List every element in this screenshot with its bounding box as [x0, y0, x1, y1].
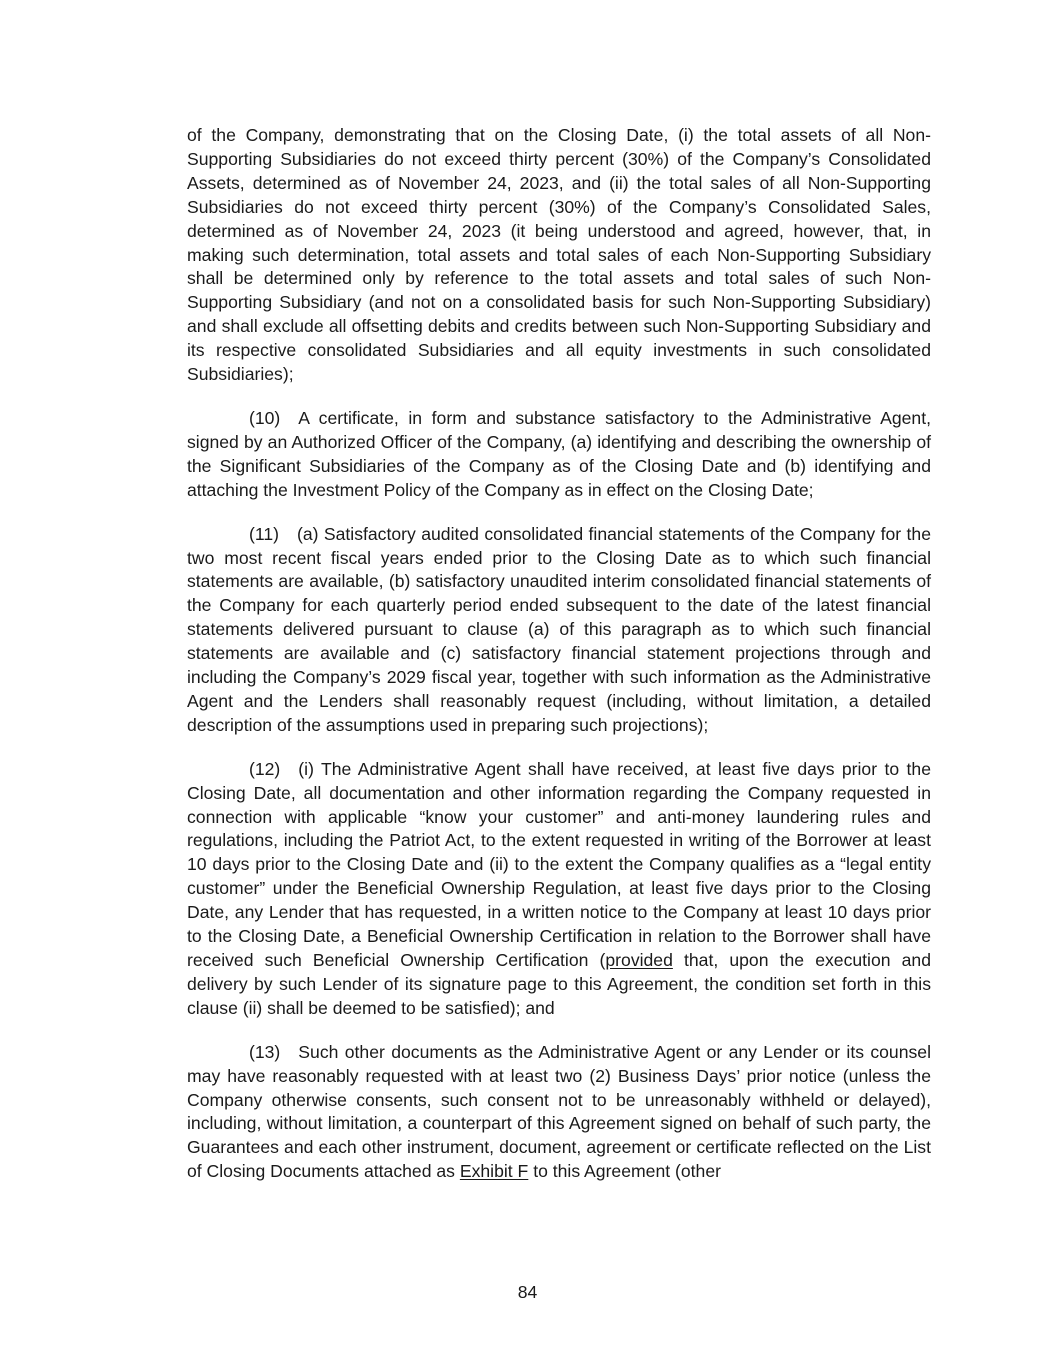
paragraph-continuation — [187, 124, 931, 387]
paragraph-text: Such other documents as the Administrative Agent or any Lender or its counsel may have reasonably requested with at least two (2) Business Days’ prior notice (unless the Company otherwise consents, such consent not to be unreasonably withheld or delayed), including, without limitation, a counterpart of this Agreement signed on behalf of such party, the Guarantees and each other instrument, document, agreement or certificate reflected on the List of Closing Documents attached as — [187, 1041, 931, 1182]
paragraph-item-10 — [187, 407, 931, 503]
paragraph-item-13 — [187, 1041, 931, 1184]
paragraph-item-12 — [187, 758, 931, 1021]
item-number: (13) — [249, 1041, 281, 1062]
underlined-term-provided: provided — [605, 950, 673, 970]
paragraph-text: A certificate, in form and substance satisfactory to the Administrative Agent, signed by an Authorized Officer of the Company, (a) identifying and describing the ownership of the Significant Subsidiaries of the Company as of the Closing Date and (b) identifying and attaching the Investment Policy of the Company as in effect on the Closing Date; — [187, 407, 931, 500]
paragraph-text: (a) Satisfactory audited consolidated financial statements of the Company for the two most recent fiscal years ended prior to the Closing Date as to which such financial statements are available, (b) satisfactory unaudited interim consolidated financial statements of the Company for each quarterly period ended subsequent to the date of the latest financial statements delivered pursuant to clause (a) of this paragraph as to which such financial statements are available and (c) satisfactory financial statement projections through and including the Company’s 2029 fiscal year, together with such information as the Administrative Agent and the Lenders shall reasonably request (including, without limitation, a detailed description of the assumptions used in preparing such projections); — [187, 523, 931, 735]
item-number: (12) — [249, 758, 281, 779]
underlined-exhibit-reference: Exhibit F — [459, 1161, 529, 1182]
paragraph-item-11 — [187, 523, 931, 738]
item-number: (10) — [249, 407, 281, 428]
paragraph-text: of the Company, demonstrating that on the Closing Date, (i) the total assets of all Non-Supporting Subsidiaries do not exceed thirty percent (30%) of the Company’s Consolidated Assets, determined as of November 24, 2023, and (ii) the total sales of all Non-Supporting Subsidiaries do not exceed thirty percent (30%) of the Company’s Consolidated Sales, determined as of November 24, 2023 (it being understood and agreed, however, that, in making such determination, total assets and total sales of each Non-Supporting Subsidiary shall be determined only by reference to the total assets and total sales of such Non-Supporting Subsidiary (and not on a consolidated basis for such Non-Supporting Subsidiary) and shall exclude all offsetting debits and credits between such Non-Supporting Subsidiary and its respective consolidated Subsidiaries and all equity investments in such consolidated Subsidiaries); — [187, 125, 931, 385]
paragraph-text-continued: that, upon the execution and delivery by such Lender of its signature page to this Agreement, the condition set forth in this clause (ii) shall be deemed to be satisfied); and — [187, 950, 931, 1018]
paragraph-text: (i) The Administrative Agent shall have received, at least five days prior to the Closing Date, all documentation and other information regarding the Company requested in connection with applicable “know your customer” and anti-money laundering rules and regulations, including the Patriot Act, to the extent requested in writing of the Borrower at least 10 days prior to the Closing Date and (ii) to the extent the Company qualifies as a “legal entity customer” under the Beneficial Ownership Regulation, at least five days prior to the Closing Date, any Lender that has requested, in a written notice to the Company at least 10 days prior to the Closing Date, a Beneficial Ownership Certification in relation to the Borrower shall have received such Beneficial Ownership Certification ( — [187, 758, 931, 970]
document-body — [187, 124, 931, 1204]
item-number: (11) — [249, 523, 279, 544]
page-number: 84 — [517, 1282, 538, 1302]
paragraph-text-continued: to this Agreement (other — [528, 1161, 721, 1182]
